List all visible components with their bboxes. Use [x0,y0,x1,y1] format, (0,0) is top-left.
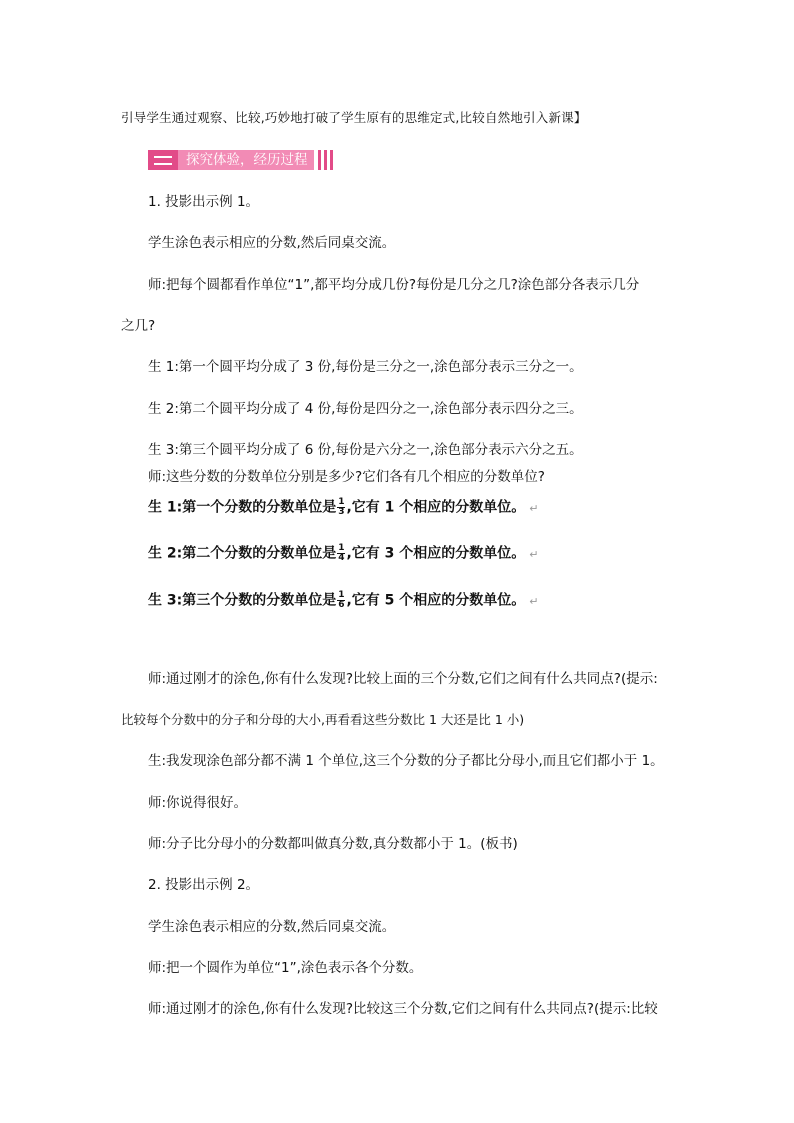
paragraph: 生 1:第一个圆平均分成了 3 份,每份是三分之一,涂色部分表示三分之一。 [148,359,583,375]
paragraph: 1. 投影出示例 1。 [148,194,260,210]
paragraph: 师:把一个圆作为单位“1”,涂色表示各个分数。 [148,960,423,976]
paragraph: 比较每个分数中的分子和分母的大小,再看看这些分数比 1 大还是比 1 小) [121,712,525,727]
paragraph: 2. 投影出示例 2。 [148,877,260,893]
answer-line: 生 2:第二个分数的分数单位是 $\frac{1}{4}$ ,它有 3 个相应的分数单位。 ↵ [148,543,539,563]
answer-line: 生 3:第三个分数的分数单位是 $\frac{1}{6}$ ,它有 5 个相应的分数单位。 ↵ [148,590,539,610]
paragraph: 师:把每个圆都看作单位“1”,都平均分成几份?每份是几分之几?涂色部分各表示几分 [148,277,640,293]
fraction: $\frac{1}{6}$ [338,590,345,610]
paragraph: 师:分子比分母小的分数都叫做真分数,真分数都小于 1。(板书) [148,836,518,852]
paragraph: 之几? [121,318,156,334]
fraction: $\frac{1}{4}$ [338,543,345,563]
clipped-paragraph: 师:这些分数的分数单位分别是多少?它们各有几个相应的分数单位? [148,469,545,485]
fraction: $\frac{1}{3}$ [338,497,345,517]
paragraph: 生 2:第二个圆平均分成了 4 份,每份是四分之一,涂色部分表示四分之三。 [148,401,583,417]
paragraph: 师:你说得很好。 [148,795,248,811]
paragraph: 学生涂色表示相应的分数,然后同桌交流。 [148,235,396,251]
section-decoration [318,150,333,170]
paragraph: 生 3:第三个圆平均分成了 6 份,每份是六分之一,涂色部分表示六分之五。 [148,442,583,458]
return-mark: ↵ [529,547,539,561]
paragraph: 生:我发现涂色部分都不满 1 个单位,这三个分数的分子都比分母小,而且它们都小于 1。 [148,753,664,769]
return-mark: ↵ [529,501,539,515]
paragraph: 师:通过刚才的涂色,你有什么发现?比较上面的三个分数,它们之间有什么共同点?(提示: [148,671,658,687]
return-mark: ↵ [529,594,539,608]
answer-line: 生 1:第一个分数的分数单位是 $\frac{1}{3}$ ,它有 1 个相应的分数单位。 ↵ [148,497,539,517]
intro-text: 引导学生通过观察、比较,巧妙地打破了学生原有的思维定式,比较自然地引入新课】 [121,110,587,125]
section-header [148,150,333,170]
section-title: 探究体验，经历过程 [178,150,314,170]
section-number-badge [148,150,178,170]
paragraph: 师:通过刚才的涂色,你有什么发现?比较这三个分数,它们之间有什么共同点?(提示:比较 [148,1001,658,1017]
paragraph: 学生涂色表示相应的分数,然后同桌交流。 [148,919,396,935]
